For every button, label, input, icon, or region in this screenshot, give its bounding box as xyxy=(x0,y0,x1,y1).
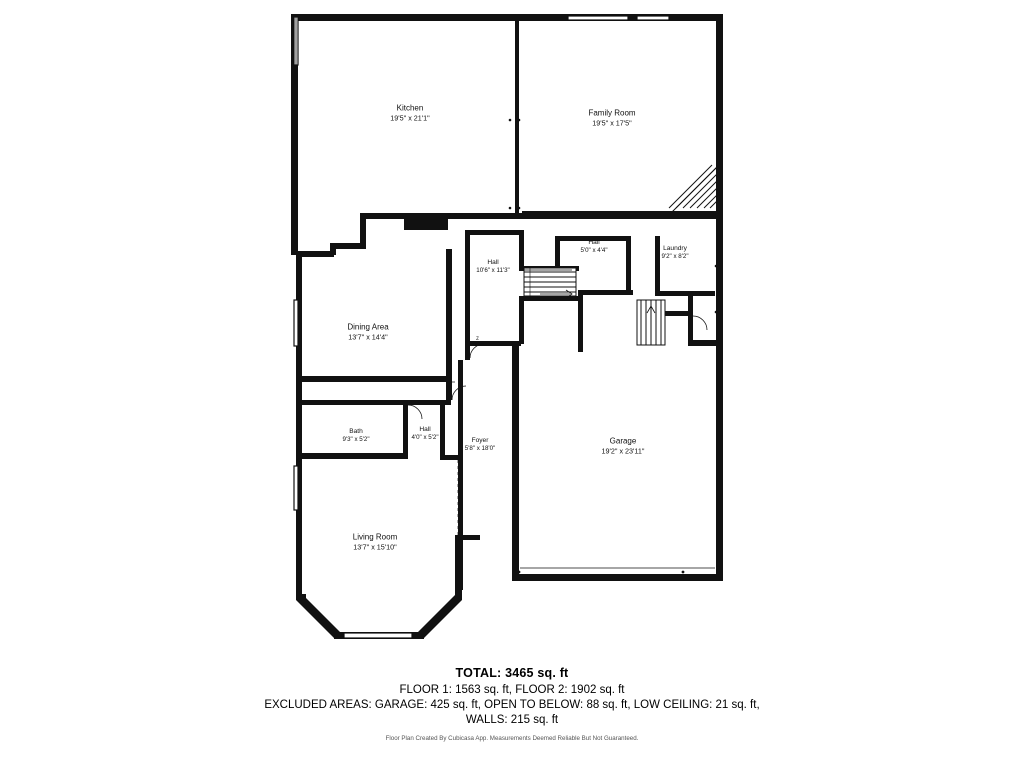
room-name: Hall xyxy=(588,239,600,247)
room-label-laundry xyxy=(661,245,688,261)
room-name: Living Room xyxy=(352,532,398,542)
room-name: Garage xyxy=(609,436,637,446)
room-label-hall-upper xyxy=(580,239,607,255)
room-name: Kitchen xyxy=(396,103,424,113)
excluded-areas-line-1: EXCLUDED AREAS: GARAGE: 425 sq. ft, OPEN TO BELOW: 88 sq. ft, LOW CEILING: 21 sq. ft, xyxy=(264,699,760,711)
disclaimer-text: Floor Plan Created By Cubicasa App. Measurements Deemed Reliable But Not Guaranteed. xyxy=(385,735,639,742)
room-dimensions: 9'3" x 5'2" xyxy=(342,436,370,444)
area-summary xyxy=(0,666,1024,742)
room-name: Family Room xyxy=(588,108,636,118)
room-dimensions: 19'5" x 17'5" xyxy=(592,118,632,128)
room-label-family-room xyxy=(588,109,635,128)
room-dimensions: 19'2" x 23'11" xyxy=(601,446,645,456)
room-dimensions: 5'8" x 18'0" xyxy=(464,445,496,453)
room-dimensions: 13'7" x 14'4" xyxy=(348,332,388,342)
room-name: Dining Area xyxy=(347,322,389,332)
room-name: Bath xyxy=(349,428,363,436)
room-label-dining-area xyxy=(347,323,388,342)
room-dimensions: 13'7" x 15'10" xyxy=(353,542,397,552)
room-dimensions: 9'2" x 8'2" xyxy=(661,253,689,261)
room-label-hall-main xyxy=(476,259,509,275)
room-dimensions: 5'0" x 4'4" xyxy=(580,247,608,255)
room-dimensions: 4'0" x 5'2" xyxy=(411,434,439,442)
room-name: Hall xyxy=(487,259,499,267)
total-area-text: TOTAL: 3465 sq. ft xyxy=(455,666,569,680)
room-label-kitchen xyxy=(390,104,429,123)
room-dimensions: 19'5" x 21'1" xyxy=(390,113,430,123)
room-name: Laundry xyxy=(663,245,687,253)
z-marker: z xyxy=(476,336,479,342)
room-label-hall-bath xyxy=(411,426,438,442)
room-label-living-room xyxy=(353,533,397,552)
room-label-foyer xyxy=(465,437,496,453)
room-label-bath xyxy=(342,428,369,444)
room-name: Hall xyxy=(419,426,431,434)
room-dimensions: 10'6" x 11'3" xyxy=(476,267,510,275)
floor-breakdown-text: FLOOR 1: 1563 sq. ft, FLOOR 2: 1902 sq. ft xyxy=(399,684,625,696)
room-name: Foyer xyxy=(471,437,489,445)
excluded-areas-line-2: WALLS: 215 sq. ft xyxy=(465,714,559,726)
room-label-garage xyxy=(602,437,645,456)
